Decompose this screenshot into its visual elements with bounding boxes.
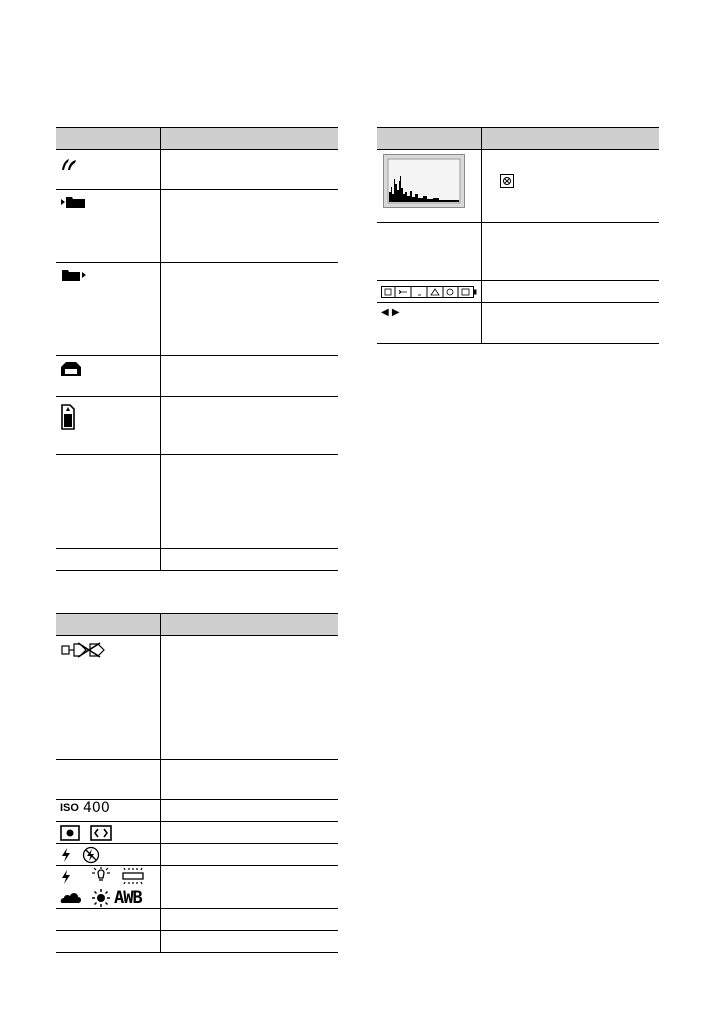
awb-icon: AWB [114, 888, 142, 908]
table-row [377, 281, 659, 303]
cancel-square-icon [500, 174, 514, 188]
table-row [56, 931, 338, 953]
description-cell [160, 356, 338, 397]
multi-metering-icon [90, 825, 112, 841]
folder-next-icon [60, 268, 88, 282]
table-row [377, 150, 659, 223]
table-header-row [56, 614, 338, 636]
icon-cell [56, 800, 160, 822]
description-cell [160, 549, 338, 571]
pictbridge-disconnect-icon [60, 641, 106, 659]
description-cell [481, 303, 659, 344]
description-cell [160, 397, 338, 455]
table-header-row [56, 128, 338, 150]
daylight-icon [90, 888, 112, 908]
flash-off-icon [82, 846, 100, 864]
table-row [377, 223, 659, 281]
icon-cell [56, 909, 160, 931]
table-row [56, 397, 338, 455]
description-cell [160, 263, 338, 356]
table-row [56, 150, 338, 190]
icon-cell [377, 281, 481, 303]
header-cell [56, 614, 160, 636]
memory-card-icon [60, 402, 76, 430]
icon-cell [377, 150, 481, 223]
description-cell [160, 455, 338, 549]
fluorescent-icon [120, 867, 146, 885]
icon-cell [56, 263, 160, 356]
description-cell [160, 844, 338, 866]
table-row [377, 303, 659, 344]
header-cell [56, 128, 160, 150]
table-row [56, 822, 338, 844]
table-row [56, 909, 338, 931]
iso-value: 400 [83, 800, 110, 816]
table-row [56, 549, 338, 571]
icon-cell [56, 455, 160, 549]
description-cell [160, 190, 338, 263]
description-cell [160, 909, 338, 931]
setting-bar-icon [381, 286, 477, 298]
icon-cell [377, 223, 481, 281]
flash-wb-icon [60, 869, 72, 885]
icon-cell [56, 190, 160, 263]
icon-cell [56, 844, 160, 866]
icon-cell [377, 303, 481, 344]
description-cell [481, 281, 659, 303]
table-row [56, 636, 338, 760]
table-row [56, 800, 338, 822]
description-cell [160, 931, 338, 953]
icon-cell [56, 931, 160, 953]
icon-cell [56, 549, 160, 571]
icon-cell [56, 866, 160, 909]
description-cell [160, 822, 338, 844]
header-cell [481, 128, 659, 150]
incandescent-icon [90, 867, 112, 885]
icon-cell [56, 760, 160, 800]
left-top-table [56, 127, 338, 571]
description-cell [160, 866, 338, 909]
header-cell [377, 128, 481, 150]
left-right-arrows-icon: ◀ ▶ [381, 307, 400, 318]
cloudy-icon [60, 890, 82, 904]
header-cell [160, 614, 338, 636]
icon-cell [56, 397, 160, 455]
icon-cell [56, 636, 160, 760]
icon-cell [56, 150, 160, 190]
table-row [56, 455, 338, 549]
description-cell [481, 223, 659, 281]
right-table [377, 127, 659, 344]
table-row [56, 760, 338, 800]
flash-icon [60, 847, 72, 863]
description-cell [160, 150, 338, 190]
table-row [56, 844, 338, 866]
description-cell [160, 800, 338, 822]
description-cell [160, 760, 338, 800]
table-row [56, 190, 338, 263]
folder-previous-icon [60, 195, 88, 209]
description-cell [481, 150, 659, 223]
protect-icon [60, 361, 82, 377]
histogram-thumbnail-icon [383, 154, 465, 208]
header-cell [160, 128, 338, 150]
description-cell [160, 636, 338, 760]
iso-icon: ISO [60, 802, 79, 814]
table-row [56, 866, 338, 909]
icon-cell [56, 822, 160, 844]
table-row [56, 263, 338, 356]
left-bottom-table [56, 613, 338, 953]
table-row [56, 356, 338, 397]
playback-curve-icon [60, 155, 78, 173]
spot-metering-icon [60, 825, 80, 841]
table-header-row [377, 128, 659, 150]
icon-cell [56, 356, 160, 397]
